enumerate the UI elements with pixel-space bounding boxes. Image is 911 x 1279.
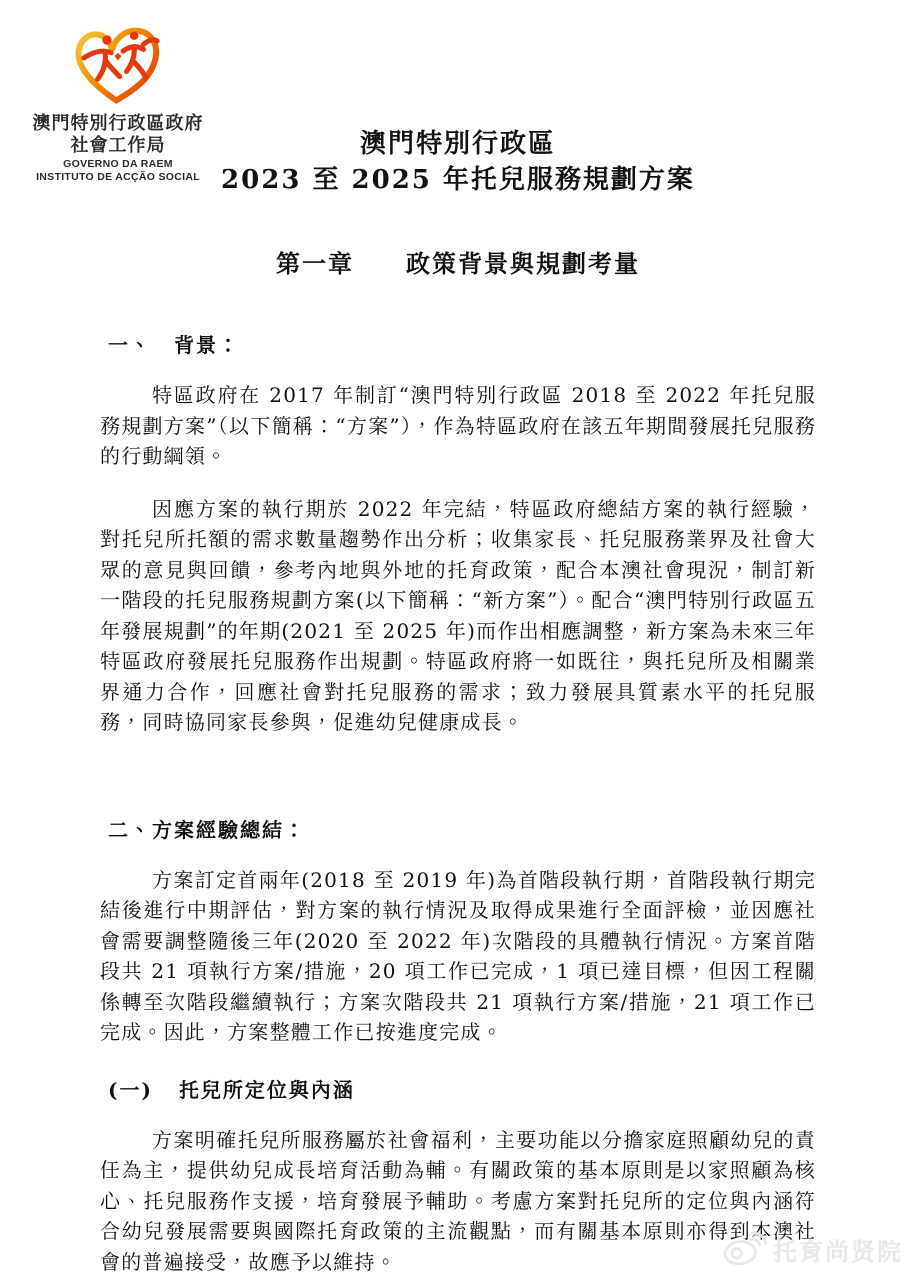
document-title-line2: 2023 至 2025 年托兒服務規劃方案	[221, 165, 695, 195]
section-1-paragraph-1: 特區政府在 2017 年制訂“澳門特別行政區 2018 至 2022 年托兒服務規劃方案”（以下簡稱：“方案”），作為特區政府在該五年期間發展托兒服務的行動綱領。	[100, 383, 816, 468]
org-name-portuguese-line2: INSTITUTO DE ACÇÃO SOCIAL	[36, 171, 200, 183]
subsection-1-number: (一)	[108, 1077, 153, 1102]
org-name-chinese-line1: 澳門特別行政區政府	[32, 113, 204, 133]
watermark	[722, 1231, 903, 1267]
chapter-heading: 第一章 政策背景與規劃考量	[276, 249, 640, 278]
section-1-paragraph-2: 因應方案的執行期於 2022 年完結，特區政府總結方案的執行經驗，對托兒所托額的需求數量趨勢作出分析；收集家長、托兒服務業界及社會大眾的意見與回饋，參考內地與外地的托育政策，配合本澳社會現況，制訂新一階段的托兒服務規劃方案(以下簡稱：“新方案”）。配合“澳門特別行政區五年發展規劃”的年期(2021 至 2025 年)而作出相應調整，新方案為未來三年特區政府發展托兒服務作出規劃。特區政府將一如既往，與托兒所及相關業界通力合作，回應社會對托兒服務的需求；致力發展具質素水平的托兒服務，同時協同家長參與，促進幼兒健康成長。	[100, 496, 816, 734]
ias-heart-logo-icon	[67, 18, 169, 108]
section-2-paragraph-1: 方案訂定首兩年(2018 至 2019 年)為首階段執行期，首階段執行期完結後進行中期評估，對方案的執行情況及取得成果進行全面評檢，並因應社會需要調整隨後三年(2020 至 2022 年)次階段的具體執行情況。方案首階段共 21 項執行方案/措施，20 項工作已完成，1 項已達目標，但因工程關係轉至次階段繼續執行；方案次階段共 21 項執行方案/措施，21 項工作已完成。因此，方案整體工作已按進度完成。	[100, 867, 816, 1044]
org-name-chinese-line2: 社會工作局	[70, 135, 166, 155]
section-1-heading: 一、 背景：	[108, 333, 240, 357]
section-2-heading: 二、方案經驗總結：	[108, 817, 306, 842]
watermark-text: 托育尚贤院	[773, 1238, 903, 1266]
subsection-1-heading	[108, 1074, 816, 1103]
agency-logo-block	[26, 18, 210, 184]
document-title-line1: 澳門特別行政區	[359, 129, 556, 159]
org-name-portuguese-line1: GOVERNO DA RAEM	[63, 158, 173, 170]
weibo-icon	[722, 1231, 768, 1267]
subsection-1-title: 托兒所定位與內涵	[178, 1077, 355, 1102]
subsection-1-paragraph-1: 方案明確托兒所服務屬於社會福利，主要功能以分擔家庭照顧幼兒的責任為主，提供幼兒成長培育活動為輔。有關政策的基本原則是以家照顧為核心、托兒服務作支援，培育發展予輔助。考慮方案對托兒所的定位與內涵符合幼兒發展需要與國際托育政策的主流觀點，而有關基本原則亦得到本澳社會的普遍接受，故應予以維持。	[100, 1127, 816, 1274]
